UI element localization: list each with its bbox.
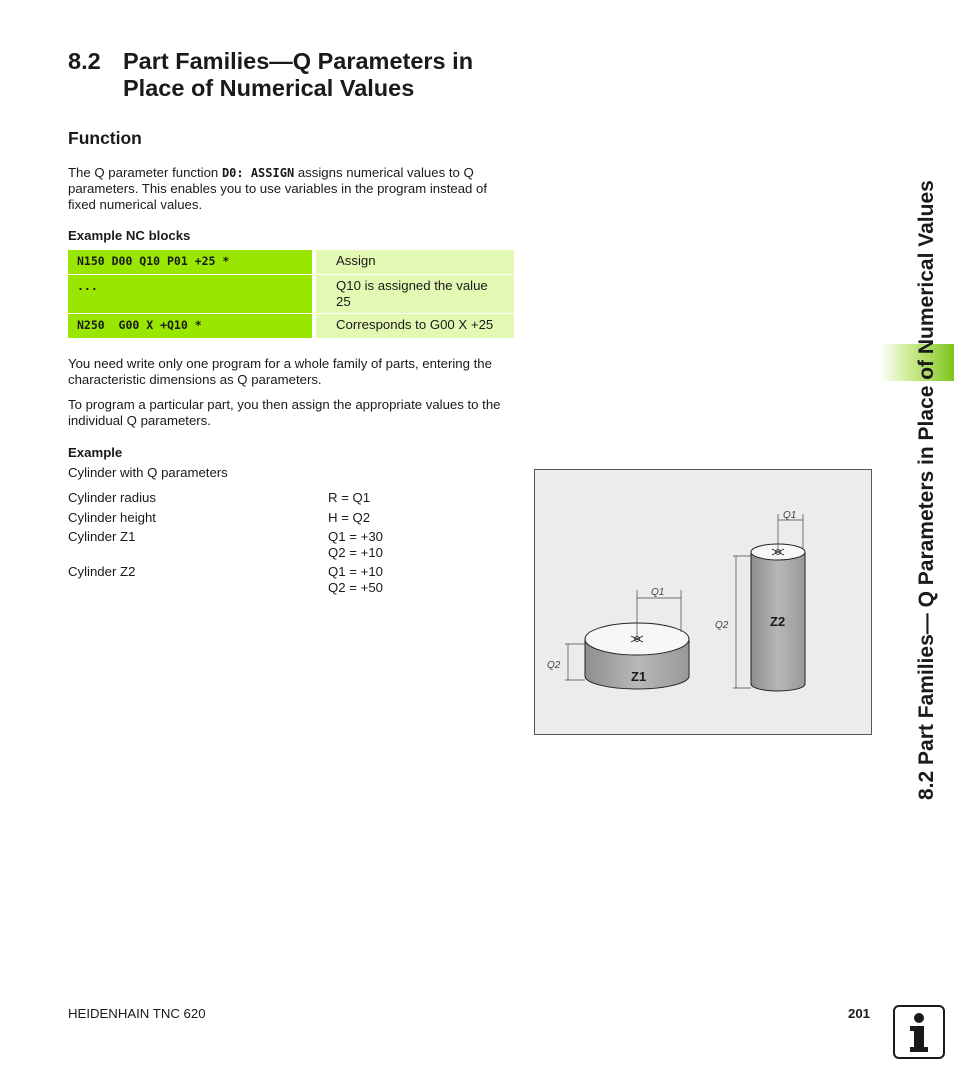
label-q1-tall: Q1 [783, 510, 797, 521]
side-running-title: 8.2 Part Families— Q Parameters in Place of Numerical Values [915, 180, 938, 800]
nc-blocks-table [68, 249, 514, 339]
cylinders-figure [534, 469, 872, 735]
cylinders-illustration [535, 470, 871, 734]
nc-description: Assign [316, 250, 514, 274]
label-q1-small: Q1 [651, 587, 665, 598]
label-q2-small: Q2 [547, 660, 561, 671]
table-row [68, 314, 514, 338]
page-title [68, 48, 538, 102]
function-code: D0: ASSIGN [221, 166, 295, 180]
info-icon [893, 1005, 945, 1059]
label-z2: Z2 [770, 614, 786, 629]
nc-blocks-label: Example NC blocks [68, 228, 191, 243]
intro-paragraph: The Q parameter function D0: ASSIGN assigns numerical values to Q parameters. This enables you to use variables in the program instead of fixed numerical values. [68, 165, 488, 212]
example-row-value: Q1 = +10 [328, 564, 383, 579]
example-row-value: H = Q2 [328, 510, 371, 525]
nc-code: N150 D00 Q10 P01 +25 * [68, 250, 312, 274]
nc-code: N250 G00 X +Q10 * [68, 314, 312, 338]
example-row-name: Cylinder Z2 [68, 564, 136, 579]
label-q2-tall: Q2 [715, 620, 729, 631]
example-row-name: Cylinder Z1 [68, 529, 136, 544]
subsection-heading: Function [68, 128, 142, 148]
page-number: 201 [848, 1006, 871, 1021]
table-row [68, 250, 514, 274]
table-row [68, 275, 514, 313]
cylinder-z2 [733, 514, 805, 691]
example-label: Example [68, 445, 123, 460]
section-number: 8.2 [68, 48, 101, 74]
example-row-value: Q2 = +50 [328, 580, 383, 595]
section-title: Part Families—Q Parameters in Place of Numerical Values [123, 48, 474, 101]
example-row-value: Q2 = +10 [328, 545, 383, 560]
nc-description: Corresponds to G00 X +25 [316, 314, 514, 338]
example-row-name: Cylinder height [68, 510, 156, 525]
nc-description: Q10 is assigned the value 25 [316, 275, 514, 313]
cylinder-z1 [565, 590, 689, 689]
example-row-value: Q1 = +30 [328, 529, 383, 544]
example-row-value: R = Q1 [328, 490, 371, 505]
footer-product: HEIDENHAIN TNC 620 [68, 1006, 206, 1021]
example-row-name: Cylinder radius [68, 490, 156, 505]
assign-paragraph: To program a particular part, you then assign the appropriate values to the individual Q parameters. [68, 397, 501, 428]
label-z1: Z1 [631, 669, 647, 684]
example-subtitle: Cylinder with Q parameters [68, 465, 228, 480]
nc-code: ... [68, 275, 312, 313]
family-paragraph: You need write only one program for a whole family of parts, entering the characteristic dimensions as Q parameters. [68, 356, 492, 387]
